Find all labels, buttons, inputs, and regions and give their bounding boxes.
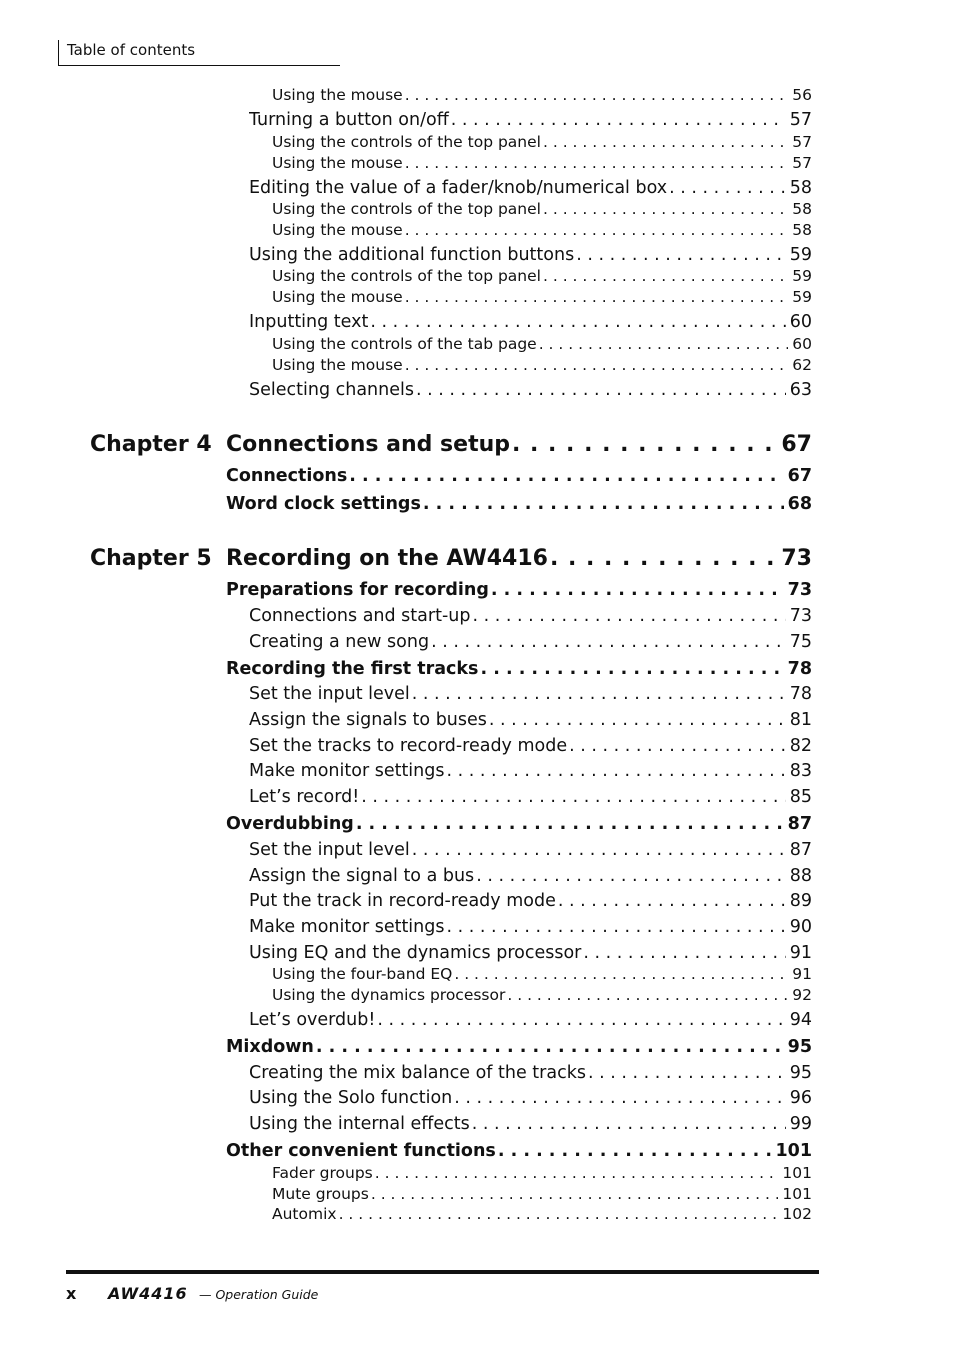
toc-entry[interactable] <box>226 494 812 518</box>
toc-entry-title: Connections <box>226 466 348 486</box>
toc-entry-page: 59 <box>792 267 812 285</box>
toc-entry-title: Mixdown <box>226 1037 314 1057</box>
toc-entry[interactable] <box>249 761 812 785</box>
toc-entry-page: 81 <box>789 710 812 730</box>
dot-leader <box>403 154 789 172</box>
dot-leader <box>375 1010 785 1030</box>
dot-leader <box>478 659 783 679</box>
toc-entry-page: 91 <box>789 943 812 963</box>
toc-entry-title: Make monitor settings <box>249 917 445 937</box>
toc-entry[interactable] <box>272 986 812 1007</box>
dot-leader <box>537 335 789 353</box>
toc-entry-page: 83 <box>789 761 812 781</box>
toc-entry[interactable] <box>249 245 812 269</box>
dot-leader <box>410 840 786 860</box>
toc-entry-page: 94 <box>789 1010 812 1030</box>
dot-leader <box>421 494 784 514</box>
dot-leader <box>359 787 785 807</box>
dot-leader <box>548 546 777 571</box>
toc-entry-page: 78 <box>789 684 812 704</box>
dot-leader <box>337 1205 779 1223</box>
toc-entry-title: Using the controls of the top panel <box>272 200 541 218</box>
toc-entry[interactable] <box>272 1205 812 1226</box>
toc-entry-page: 75 <box>789 632 812 652</box>
toc-entry-page: 67 <box>781 432 812 457</box>
toc-entry-title: Using the four-band EQ <box>272 965 453 983</box>
toc-entry-page: 95 <box>789 1063 812 1083</box>
toc-entry-title: Fader groups <box>272 1164 373 1182</box>
toc-entry-page: 58 <box>789 178 812 198</box>
dot-leader <box>505 986 788 1004</box>
toc-entry[interactable] <box>226 580 812 604</box>
toc-entry-title: Word clock settings <box>226 494 421 514</box>
toc-entry[interactable] <box>249 917 812 941</box>
toc-entry-title: Using the mouse <box>272 288 403 306</box>
dot-leader <box>452 1088 785 1108</box>
toc-entry-title: Turning a button on/off <box>249 110 449 130</box>
dot-leader <box>414 380 786 400</box>
toc-entry-page: 91 <box>792 965 812 983</box>
toc-entry-title: Using the additional function buttons <box>249 245 575 265</box>
dot-leader <box>444 917 785 937</box>
toc-entry[interactable] <box>249 866 812 890</box>
toc-entry-page: 89 <box>789 891 812 911</box>
toc-entry-title: Using the dynamics processor <box>272 986 506 1004</box>
toc-entry-title: Recording on the AW4416 <box>226 546 548 571</box>
toc-entry[interactable] <box>249 1088 812 1112</box>
toc-entry-title: Using the controls of the top panel <box>272 133 541 151</box>
toc-entry-title: Let’s overdub! <box>249 1010 376 1030</box>
toc-entry-page: 58 <box>792 200 812 218</box>
toc-entry[interactable] <box>272 288 812 309</box>
toc-entry[interactable] <box>226 1141 812 1165</box>
toc-entry-page: 57 <box>792 133 812 151</box>
toc-entry-page: 59 <box>789 245 812 265</box>
dot-leader <box>369 1185 779 1203</box>
toc-entry[interactable] <box>249 684 812 708</box>
toc-entry[interactable] <box>226 466 812 490</box>
toc-entry-title: Connections and setup <box>226 432 510 457</box>
toc-entry-title: Preparations for recording <box>226 580 489 600</box>
toc-entry-page: 73 <box>789 606 812 626</box>
toc-entry-title: Overdubbing <box>226 814 354 834</box>
toc-entry[interactable] <box>272 133 812 154</box>
toc-entry-title: Put the track in record-ready mode <box>249 891 556 911</box>
dot-leader <box>403 221 789 239</box>
toc-entry-title: Using the internal effects <box>249 1114 470 1134</box>
toc-entry-page: 78 <box>787 659 812 679</box>
dot-leader <box>347 466 783 486</box>
dot-leader <box>574 245 786 265</box>
toc-entry-page: 87 <box>787 814 812 834</box>
toc-entry-title: Using the controls of the tab page <box>272 335 537 353</box>
toc-entry-page: 60 <box>789 312 812 332</box>
toc-entry-page: 56 <box>792 86 812 104</box>
dot-leader <box>449 110 786 130</box>
dot-leader <box>586 1063 786 1083</box>
toc-entry[interactable] <box>272 154 812 175</box>
toc-entry[interactable] <box>249 110 812 134</box>
toc-entry-title: Other convenient functions <box>226 1141 496 1161</box>
toc-entry-page: 101 <box>782 1185 812 1203</box>
toc-entry[interactable] <box>249 632 812 656</box>
toc-entry-page: 99 <box>789 1114 812 1134</box>
toc-entry-title: Automix <box>272 1205 337 1223</box>
dot-leader <box>470 606 785 626</box>
toc-entry-title: Using the Solo function <box>249 1088 453 1108</box>
dot-leader <box>556 891 786 911</box>
toc-entry-page: 60 <box>792 335 812 353</box>
toc-entry-title: Inputting text <box>249 312 369 332</box>
toc-entry-page: 95 <box>787 1037 812 1057</box>
toc-entry-title: Assign the signals to buses <box>249 710 487 730</box>
dot-leader <box>452 965 788 983</box>
toc-entry-page: 57 <box>792 154 812 172</box>
toc-entry[interactable] <box>226 814 812 838</box>
footer-page-number: x <box>66 1284 77 1303</box>
dot-leader <box>354 814 784 834</box>
chapter-label: Chapter 4 <box>90 432 212 457</box>
toc-entry-page: 57 <box>789 110 812 130</box>
dot-leader <box>403 356 789 374</box>
toc-entry-title: Assign the signal to a bus <box>249 866 475 886</box>
toc-entry-title: Set the input level <box>249 840 410 860</box>
toc-entry[interactable] <box>249 1010 812 1034</box>
toc-entry[interactable] <box>249 840 812 864</box>
toc-entry[interactable] <box>249 606 812 630</box>
dot-leader <box>581 943 785 963</box>
toc-entry-title: Creating the mix balance of the tracks <box>249 1063 586 1083</box>
toc-entry-title: Editing the value of a fader/knob/numerical box <box>249 178 668 198</box>
dot-leader <box>314 1037 784 1057</box>
toc-entry-title: Using the controls of the top panel <box>272 267 541 285</box>
toc-entry-page: 87 <box>789 840 812 860</box>
product-logo: AW4416 <box>108 1284 188 1303</box>
dot-leader <box>541 267 788 285</box>
toc-entry-page: 92 <box>792 986 812 1004</box>
toc-entry-page: 85 <box>789 787 812 807</box>
toc-entry-title: Mute groups <box>272 1185 369 1203</box>
dot-leader <box>667 178 786 198</box>
toc-entry[interactable] <box>226 659 812 683</box>
toc-entry-page: 96 <box>789 1088 812 1108</box>
toc-entry[interactable] <box>249 710 812 734</box>
footer-guide-title: — Operation Guide <box>199 1287 319 1302</box>
toc-entry[interactable] <box>249 380 812 404</box>
dot-leader <box>487 710 786 730</box>
toc-entry-page: 73 <box>781 546 812 571</box>
toc-entry-title: Recording the first tracks <box>226 659 479 679</box>
dot-leader <box>489 580 784 600</box>
chapter-label: Chapter 5 <box>90 546 212 571</box>
toc-entry[interactable] <box>249 178 812 202</box>
toc-entry-page: 90 <box>789 917 812 937</box>
toc-entry[interactable] <box>249 787 812 811</box>
toc-entry-page: 101 <box>775 1141 812 1161</box>
dot-leader <box>368 312 785 332</box>
toc-entry-page: 82 <box>789 736 812 756</box>
toc-chapter-entry[interactable] <box>226 546 812 576</box>
dot-leader <box>474 866 786 886</box>
toc-entry[interactable] <box>272 1164 812 1185</box>
toc-entry-title: Let’s record! <box>249 787 360 807</box>
toc-entry[interactable] <box>249 943 812 967</box>
toc-entry[interactable] <box>249 1114 812 1138</box>
dot-leader <box>444 761 785 781</box>
toc-entry[interactable] <box>272 86 812 107</box>
toc-entry[interactable] <box>249 1063 812 1087</box>
toc-entry-title: Make monitor settings <box>249 761 445 781</box>
toc-entry[interactable] <box>272 335 812 356</box>
toc-entry[interactable] <box>249 891 812 915</box>
toc-entry-title: Using the mouse <box>272 356 403 374</box>
dot-leader <box>373 1164 779 1182</box>
toc-entry[interactable] <box>226 1037 812 1061</box>
toc-chapter-entry[interactable] <box>226 432 812 462</box>
toc-entry[interactable] <box>272 1185 812 1206</box>
toc-entry-title: Creating a new song <box>249 632 430 652</box>
toc-entry-page: 101 <box>782 1164 812 1182</box>
toc-entry-title: Connections and start-up <box>249 606 471 626</box>
dot-leader <box>496 1141 772 1161</box>
footer-rule <box>66 1270 819 1274</box>
dot-leader <box>541 200 788 218</box>
dot-leader <box>429 632 786 652</box>
toc-entry-page: 88 <box>789 866 812 886</box>
dot-leader <box>470 1114 786 1134</box>
running-header <box>58 40 340 66</box>
header-title: Table of contents <box>67 41 196 59</box>
toc-entry-page: 58 <box>792 221 812 239</box>
dot-leader <box>403 86 789 104</box>
toc-entry-title: Selecting channels <box>249 380 414 400</box>
toc-entry[interactable] <box>272 267 812 288</box>
toc-entry-page: 62 <box>792 356 812 374</box>
toc-entry-title: Using the mouse <box>272 86 403 104</box>
toc-entry-page: 102 <box>782 1205 812 1223</box>
toc-entry-title: Set the input level <box>249 684 410 704</box>
toc-entry[interactable] <box>272 200 812 221</box>
dot-leader <box>541 133 788 151</box>
dot-leader <box>403 288 789 306</box>
toc-entry-title: Using the mouse <box>272 221 403 239</box>
toc-entry[interactable] <box>249 736 812 760</box>
toc-entry-page: 67 <box>787 466 812 486</box>
toc-entry-page: 63 <box>789 380 812 400</box>
toc-entry[interactable] <box>272 965 812 986</box>
toc-entry-page: 59 <box>792 288 812 306</box>
dot-leader <box>510 432 777 457</box>
toc-entry-title: Using EQ and the dynamics processor <box>249 943 582 963</box>
toc-entry[interactable] <box>272 221 812 242</box>
toc-entry-page: 68 <box>787 494 812 514</box>
toc-entry[interactable] <box>272 356 812 377</box>
toc-entry-page: 73 <box>787 580 812 600</box>
toc-entry-title: Set the tracks to record-ready mode <box>249 736 568 756</box>
dot-leader <box>410 684 786 704</box>
toc-entry[interactable] <box>249 312 812 336</box>
toc-entry-title: Using the mouse <box>272 154 403 172</box>
dot-leader <box>567 736 786 756</box>
